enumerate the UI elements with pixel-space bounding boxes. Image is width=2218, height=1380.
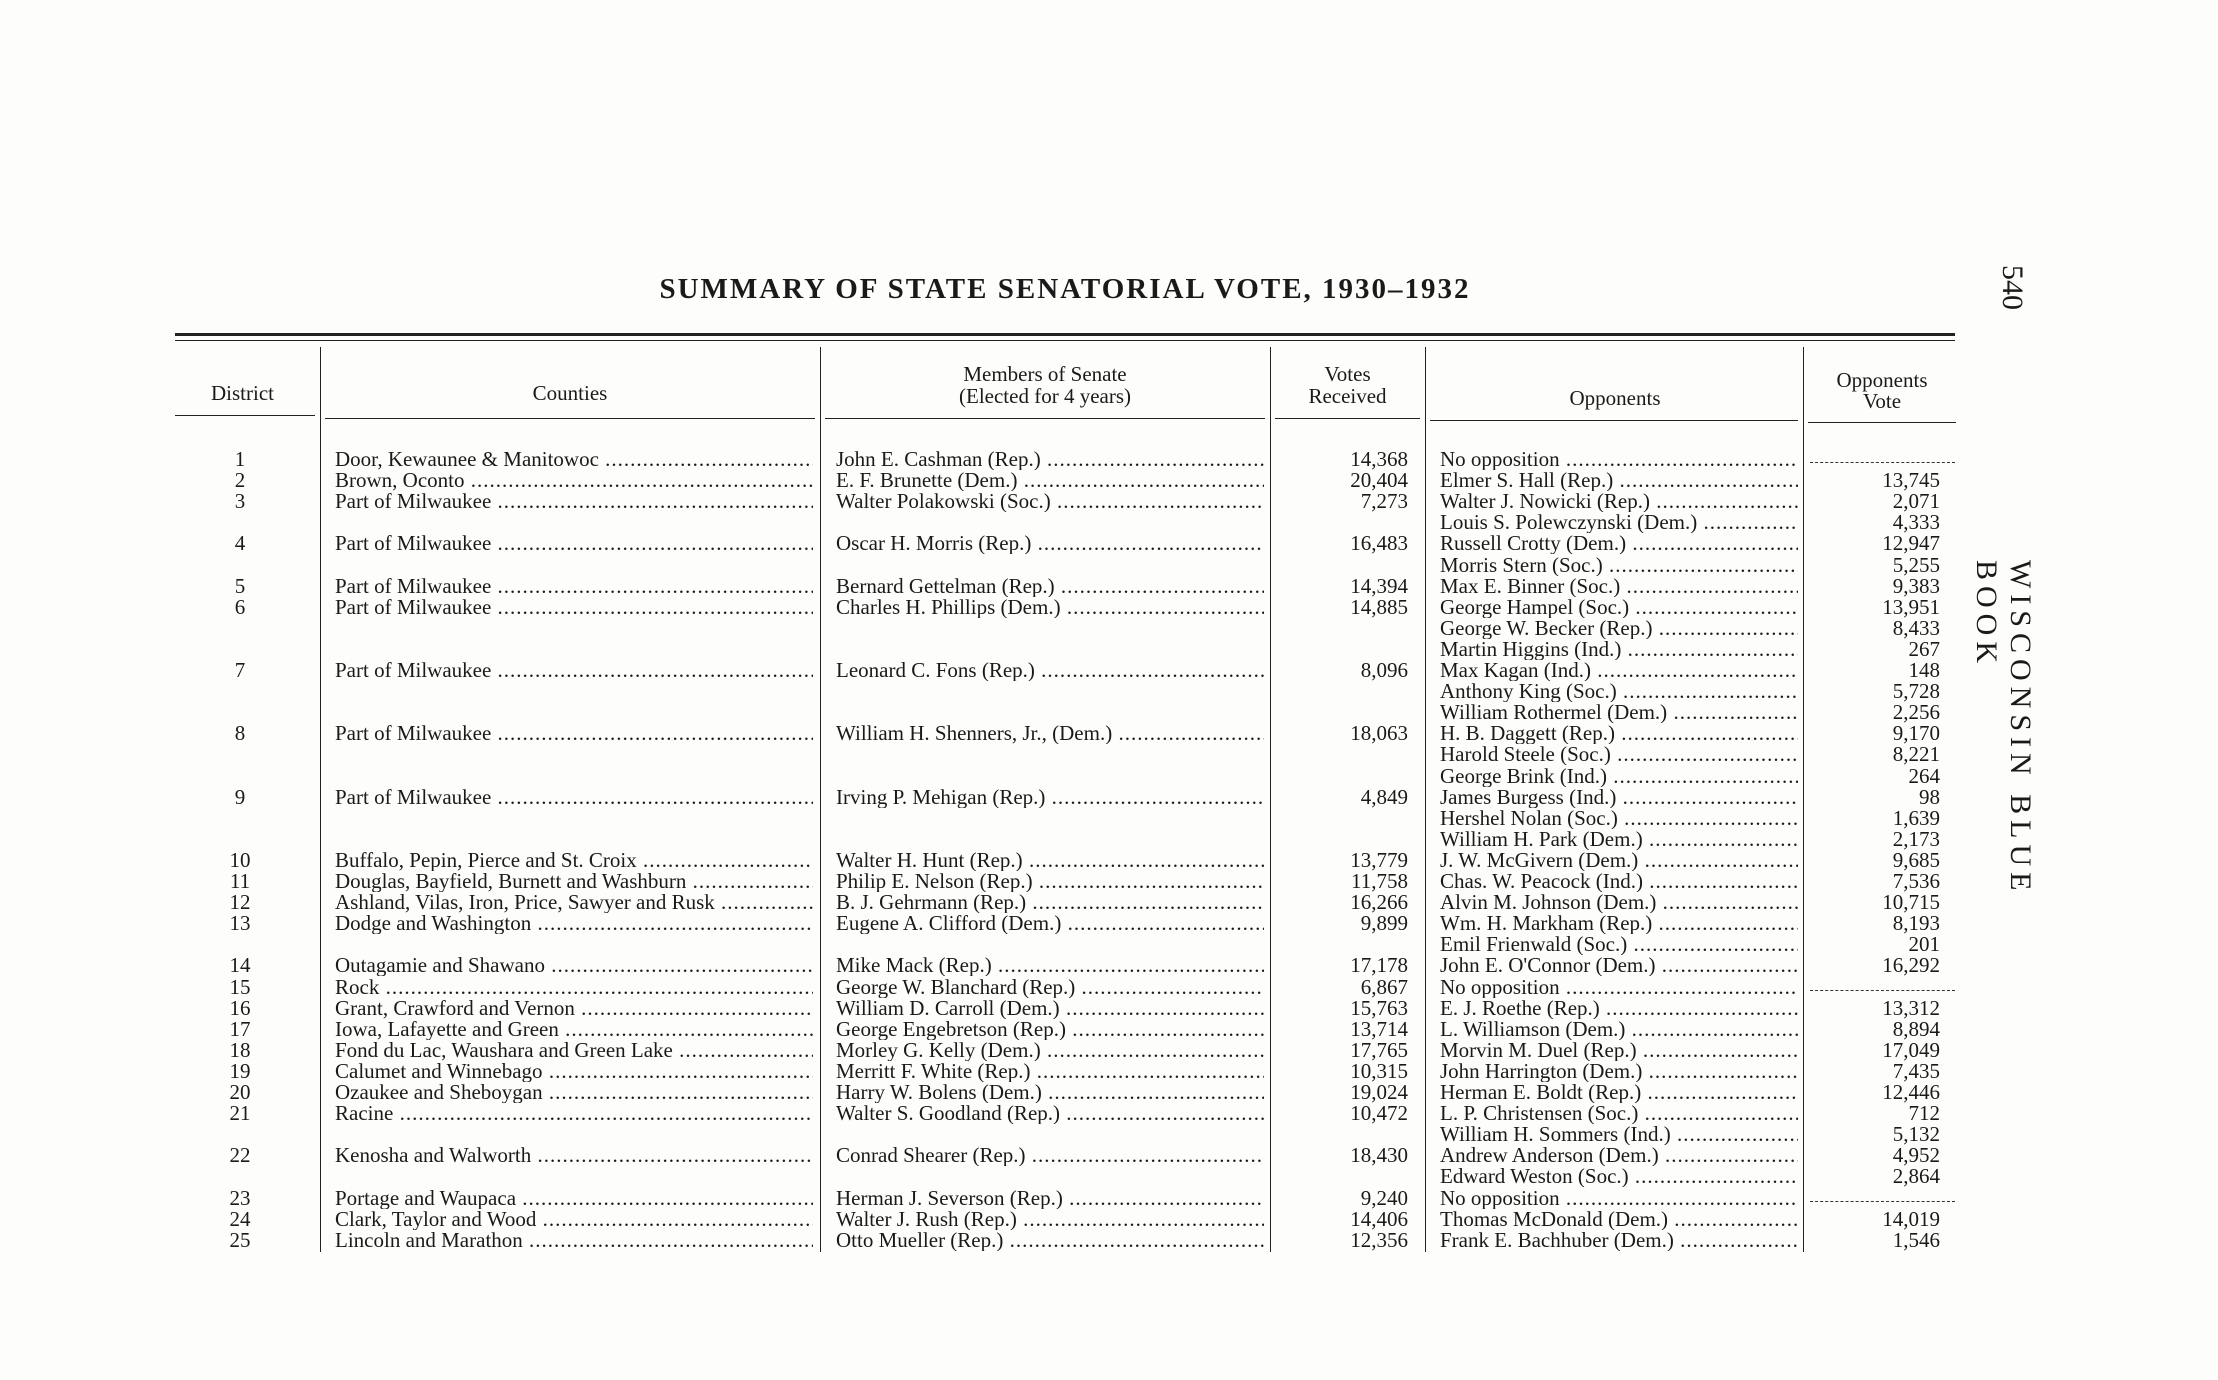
votes-cell: 18,430 — [1350, 1143, 1408, 1168]
county-cell: Brown, Oconto ..... — [335, 470, 813, 491]
table-row — [0, 636, 2218, 661]
district-cell: 4 — [234, 531, 246, 556]
opp-vote-cell: 1,546 — [1892, 1227, 1940, 1252]
county-cell: Dodge and Washington ..... — [335, 913, 813, 934]
opponent-cell: Harold Steele (Soc.) ..... — [1440, 744, 1798, 765]
votes-cell: 13,779 — [1350, 847, 1408, 872]
county-cell: Iowa, Lafayette and Green ..... — [335, 1019, 813, 1040]
district-cell: 3 — [234, 489, 246, 514]
header-votes-1: Votes — [1324, 362, 1371, 386]
opponent-cell: Thomas McDonald (Dem.) ..... — [1440, 1209, 1798, 1230]
opponent-cell: No opposition ..... — [1440, 977, 1798, 998]
table-row — [0, 995, 2218, 1020]
opponent-cell: L. P. Christensen (Soc.) ..... — [1440, 1103, 1798, 1124]
district-cell: 5 — [234, 573, 246, 598]
table-row — [0, 955, 2218, 976]
votes-cell: 9,899 — [1360, 911, 1408, 936]
district-cell: 8 — [234, 721, 246, 746]
county-cell: Lincoln and Marathon ..... — [335, 1230, 813, 1251]
member-cell: Morley G. Kelly (Dem.) ..... — [836, 1040, 1264, 1061]
underline-opp-vote — [1808, 422, 1956, 423]
member-cell: Bernard Gettelman (Rep.) ..... — [836, 576, 1264, 597]
header-members-2: (Elected for 4 years) — [959, 384, 1131, 408]
district-cell: 20 — [229, 1080, 251, 1104]
opponent-cell: L. Williamson (Dem.) ..... — [1440, 1019, 1798, 1040]
member-cell: John E. Cashman (Rep.) ..... — [836, 449, 1264, 470]
header-district: District — [211, 381, 274, 405]
opponent-cell: Max E. Binner (Soc.) ..... — [1440, 576, 1798, 597]
table-row — [0, 702, 2218, 723]
district-cell: 21 — [229, 1101, 251, 1126]
member-cell: Eugene A. Clifford (Dem.) ..... — [836, 913, 1264, 934]
table-row — [0, 1166, 2218, 1187]
table-row — [0, 470, 2218, 491]
opp-vote-cell: 2,864 — [1892, 1164, 1940, 1189]
table-row — [0, 491, 2218, 512]
table-row — [0, 723, 2218, 744]
district-cell: 15 — [229, 974, 251, 999]
underline-opponents — [1430, 420, 1798, 421]
votes-cell: 11,758 — [1351, 869, 1408, 893]
district-cell: 14 — [229, 953, 251, 978]
county-cell: Douglas, Bayfield, Burnett and Washburn ..... — [335, 871, 813, 892]
table-row — [0, 1185, 2218, 1210]
votes-cell: 8,096 — [1360, 658, 1408, 682]
member-cell: Otto Mueller (Rep.) ..... — [836, 1230, 1264, 1251]
opponent-cell: Chas. W. Peacock (Ind.) ..... — [1440, 871, 1798, 892]
opponent-cell: Edward Weston (Soc.) ..... — [1440, 1166, 1798, 1187]
county-cell: Ozaukee and Sheboygan ..... — [335, 1082, 813, 1103]
opp-vote-cell: 13,951 — [1882, 594, 1940, 619]
opponent-cell: John E. O'Connor (Dem.) ..... — [1440, 955, 1798, 976]
member-cell: Merritt F. White (Rep.) ..... — [836, 1061, 1264, 1082]
table-row — [0, 1082, 2218, 1103]
table-row — [0, 533, 2218, 554]
no-opposition-dash — [1810, 462, 1955, 463]
no-opposition-dash — [1810, 990, 1955, 991]
member-cell: Walter Polakowski (Soc.) ..... — [836, 491, 1264, 512]
opp-vote-cell: 201 — [1908, 932, 1940, 957]
table-row — [0, 573, 2218, 598]
member-cell: Philip E. Nelson (Rep.) ..... — [836, 871, 1264, 892]
opp-vote-cell: 5,132 — [1892, 1122, 1940, 1147]
underline-district — [175, 415, 315, 416]
district-cell: 9 — [234, 784, 246, 809]
district-cell: 17 — [229, 1016, 251, 1041]
opponent-cell: William H. Sommers (Ind.) ..... — [1440, 1124, 1798, 1145]
votes-cell: 14,394 — [1350, 573, 1408, 598]
opp-vote-cell: 14,019 — [1882, 1206, 1940, 1231]
opponent-cell: George Brink (Ind.) ..... — [1440, 766, 1798, 787]
district-cell: 18 — [229, 1037, 251, 1062]
votes-cell: 14,406 — [1350, 1206, 1408, 1231]
opponent-cell: No opposition ..... — [1440, 1188, 1798, 1209]
member-cell: Walter H. Hunt (Rep.) ..... — [836, 850, 1264, 871]
table-row — [0, 913, 2218, 934]
votes-cell: 12,356 — [1350, 1227, 1408, 1252]
county-cell: Portage and Waupaca ..... — [335, 1188, 813, 1209]
opponent-cell: Elmer S. Hall (Rep.) ..... — [1440, 470, 1798, 491]
opp-vote-cell: 8,221 — [1892, 742, 1940, 767]
table-row — [0, 594, 2218, 619]
votes-cell: 17,765 — [1350, 1037, 1408, 1062]
county-cell: Part of Milwaukee ..... — [335, 723, 813, 744]
table-row — [0, 1016, 2218, 1041]
opp-vote-cell: 10,715 — [1882, 890, 1940, 915]
opponent-cell: William Rothermel (Dem.) ..... — [1440, 702, 1798, 723]
page-number: 540 — [1996, 265, 2029, 310]
table-row — [0, 847, 2218, 872]
header-opp-vote-1: Opponents — [1836, 368, 1928, 392]
table-row — [0, 1145, 2218, 1166]
member-cell: Mike Mack (Rep.) ..... — [836, 955, 1264, 976]
district-cell: 25 — [229, 1227, 251, 1252]
votes-cell: 18,063 — [1350, 721, 1408, 746]
district-cell: 16 — [229, 995, 251, 1020]
opponent-cell: Max Kagan (Ind.) ..... — [1440, 660, 1798, 681]
opp-vote-cell: 12,947 — [1882, 531, 1940, 556]
opponent-cell: George Hampel (Soc.) ..... — [1440, 597, 1798, 618]
opp-vote-cell: 2,173 — [1892, 826, 1940, 851]
county-cell: Part of Milwaukee ..... — [335, 533, 813, 554]
opp-vote-cell: 2,256 — [1892, 700, 1940, 725]
opp-vote-cell: 2,071 — [1892, 489, 1940, 514]
opponent-cell: Morris Stern (Soc.) ..... — [1440, 555, 1798, 576]
district-cell: 13 — [229, 911, 251, 936]
member-cell: Herman J. Severson (Rep.) ..... — [836, 1188, 1264, 1209]
county-cell: Clark, Taylor and Wood ..... — [335, 1209, 813, 1230]
opp-vote-cell: 17,049 — [1882, 1037, 1940, 1062]
votes-cell: 14,885 — [1350, 594, 1408, 619]
opponent-cell: Hershel Nolan (Soc.) ..... — [1440, 808, 1798, 829]
district-cell: 24 — [229, 1206, 251, 1231]
table-row — [0, 449, 2218, 470]
opponent-cell: William H. Park (Dem.) ..... — [1440, 829, 1798, 850]
opponent-cell: No opposition ..... — [1440, 449, 1798, 470]
table-row — [0, 974, 2218, 999]
opponent-cell: James Burgess (Ind.) ..... — [1440, 787, 1798, 808]
opponent-cell: Martin Higgins (Ind.) ..... — [1440, 639, 1798, 660]
opp-vote-cell: 16,292 — [1882, 953, 1940, 978]
table-row — [0, 763, 2218, 788]
county-cell: Door, Kewaunee & Manitowoc ..... — [335, 449, 813, 470]
county-cell: Buffalo, Pepin, Pierce and St. Croix ..... — [335, 850, 813, 871]
opponent-cell: John Harrington (Dem.) ..... — [1440, 1061, 1798, 1082]
district-cell: 11 — [229, 869, 251, 893]
top-rule-thin — [175, 340, 1955, 341]
opp-vote-cell: 267 — [1908, 636, 1940, 661]
member-cell: Charles H. Phillips (Dem.) ..... — [836, 597, 1264, 618]
member-cell: William D. Carroll (Dem.) ..... — [836, 998, 1264, 1019]
member-cell: Irving P. Mehigan (Rep.) ..... — [836, 787, 1264, 808]
table-row — [0, 805, 2218, 830]
opponent-cell: Frank E. Bachhuber (Dem.) ..... — [1440, 1230, 1798, 1251]
header-opponents: Opponents — [1569, 386, 1661, 410]
member-cell: Walter J. Rush (Rep.) ..... — [836, 1209, 1264, 1230]
page-title: SUMMARY OF STATE SENATORIAL VOTE, 1930–1932 — [659, 273, 1471, 305]
table-row — [0, 1037, 2218, 1062]
county-cell: Part of Milwaukee ..... — [335, 787, 813, 808]
county-cell: Racine ..... — [335, 1103, 813, 1124]
votes-cell: 15,763 — [1350, 995, 1408, 1020]
header-counties: Counties — [532, 381, 608, 405]
votes-cell: 4,849 — [1360, 784, 1408, 809]
opp-vote-cell: 4,333 — [1892, 510, 1940, 535]
opp-vote-cell: 13,745 — [1882, 468, 1940, 493]
votes-cell: 10,472 — [1350, 1101, 1408, 1126]
table-row — [0, 934, 2218, 955]
member-cell: Walter S. Goodland (Rep.) ..... — [836, 1103, 1264, 1124]
opponent-cell: J. W. McGivern (Dem.) ..... — [1440, 850, 1798, 871]
votes-cell: 10,315 — [1350, 1058, 1408, 1083]
county-cell: Kenosha and Walworth ..... — [335, 1145, 813, 1166]
opp-vote-cell: 12,446 — [1882, 1080, 1940, 1104]
table-row — [0, 826, 2218, 851]
table-row — [0, 1103, 2218, 1124]
opponent-cell: Walter J. Nowicki (Rep.) ..... — [1440, 491, 1798, 512]
votes-cell: 14,368 — [1350, 447, 1408, 471]
member-cell: B. J. Gehrmann (Rep.) ..... — [836, 892, 1264, 913]
district-cell: 1 — [234, 447, 246, 471]
table-row — [0, 615, 2218, 640]
county-cell: Part of Milwaukee ..... — [335, 597, 813, 618]
side-caption: WISCONSIN BLUE BOOK — [1970, 560, 2037, 897]
opp-vote-cell: 98 — [1919, 784, 1940, 809]
district-cell: 2 — [234, 468, 246, 493]
opp-vote-cell: 5,255 — [1892, 552, 1940, 577]
opp-vote-cell: 9,383 — [1892, 573, 1940, 598]
table-row — [0, 784, 2218, 809]
votes-cell: 9,240 — [1360, 1185, 1408, 1210]
table-row — [0, 660, 2218, 681]
table-row — [0, 1058, 2218, 1083]
votes-cell: 16,483 — [1350, 531, 1408, 556]
opponent-cell: Wm. H. Markham (Rep.) ..... — [1440, 913, 1798, 934]
table-row — [0, 512, 2218, 533]
member-cell: Harry W. Bolens (Dem.) ..... — [836, 1082, 1264, 1103]
district-cell: 23 — [229, 1185, 251, 1210]
member-cell: William H. Shenners, Jr., (Dem.) ..... — [836, 723, 1264, 744]
member-cell: George Engebretson (Rep.) ..... — [836, 1019, 1264, 1040]
county-cell: Calumet and Winnebago ..... — [335, 1061, 813, 1082]
district-cell: 22 — [229, 1143, 251, 1168]
header-votes-2: Received — [1308, 384, 1387, 408]
member-cell: Leonard C. Fons (Rep.) ..... — [836, 660, 1264, 681]
district-cell: 12 — [229, 890, 251, 915]
votes-cell: 17,178 — [1350, 953, 1408, 978]
county-cell: Rock ..... — [335, 977, 813, 998]
table-row — [0, 871, 2218, 892]
opponent-cell: Emil Frienwald (Soc.) ..... — [1440, 934, 1798, 955]
opponent-cell: H. B. Daggett (Rep.) ..... — [1440, 723, 1798, 744]
opp-vote-cell: 8,193 — [1892, 911, 1940, 936]
underline-members — [825, 418, 1265, 419]
table-row — [0, 1206, 2218, 1231]
opp-vote-cell: 8,894 — [1892, 1016, 1940, 1041]
opp-vote-cell: 8,433 — [1892, 615, 1940, 640]
county-cell: Grant, Crawford and Vernon ..... — [335, 998, 813, 1019]
county-cell: Ashland, Vilas, Iron, Price, Sawyer and Rusk ..... — [335, 892, 813, 913]
opp-vote-cell: 264 — [1908, 763, 1940, 788]
votes-cell: 20,404 — [1350, 468, 1408, 493]
votes-cell: 7,273 — [1360, 489, 1408, 514]
district-cell: 6 — [234, 594, 246, 619]
opp-vote-cell: 4,952 — [1892, 1143, 1940, 1168]
votes-cell: 6,867 — [1360, 974, 1408, 999]
header-opp-vote-2: Vote — [1862, 389, 1902, 413]
header-members-1: Members of Senate — [963, 362, 1127, 386]
opponent-cell: Morvin M. Duel (Rep.) ..... — [1440, 1040, 1798, 1061]
opp-vote-cell: 5,728 — [1892, 679, 1940, 704]
opponent-cell: E. J. Roethe (Rep.) ..... — [1440, 998, 1798, 1019]
opp-vote-cell: 9,685 — [1892, 847, 1940, 872]
table-row — [0, 892, 2218, 913]
county-cell: Part of Milwaukee ..... — [335, 660, 813, 681]
opp-vote-cell: 148 — [1908, 658, 1940, 682]
table-row — [0, 681, 2218, 702]
county-cell: Outagamie and Shawano ..... — [335, 955, 813, 976]
table-row — [0, 1227, 2218, 1252]
opponent-cell: Russell Crotty (Dem.) ..... — [1440, 533, 1798, 554]
opp-vote-cell: 1,639 — [1892, 805, 1940, 830]
opponent-cell: George W. Becker (Rep.) ..... — [1440, 618, 1798, 639]
member-cell: Conrad Shearer (Rep.) ..... — [836, 1145, 1264, 1166]
district-cell: 10 — [229, 847, 251, 872]
underline-counties — [325, 418, 815, 419]
table-row — [0, 1124, 2218, 1145]
district-cell: 7 — [234, 658, 246, 682]
county-cell: Part of Milwaukee ..... — [335, 576, 813, 597]
opp-vote-cell: 13,312 — [1882, 995, 1940, 1020]
opp-vote-cell: 7,435 — [1892, 1058, 1940, 1083]
opponent-cell: Alvin M. Johnson (Dem.) ..... — [1440, 892, 1798, 913]
opponent-cell: Herman E. Boldt (Rep.) ..... — [1440, 1082, 1798, 1103]
county-cell: Part of Milwaukee ..... — [335, 491, 813, 512]
no-opposition-dash — [1810, 1201, 1955, 1202]
member-cell: George W. Blanchard (Rep.) ..... — [836, 977, 1264, 998]
opponent-cell: Anthony King (Soc.) ..... — [1440, 681, 1798, 702]
opponent-cell: Louis S. Polewczynski (Dem.) ..... — [1440, 512, 1798, 533]
county-cell: Fond du Lac, Waushara and Green Lake ..... — [335, 1040, 813, 1061]
district-cell: 19 — [229, 1058, 251, 1083]
opp-vote-cell: 7,536 — [1892, 869, 1940, 893]
table-row — [0, 552, 2218, 577]
underline-votes — [1275, 418, 1420, 419]
opp-vote-cell: 9,170 — [1892, 721, 1940, 746]
top-rule — [175, 333, 1955, 336]
votes-cell: 13,714 — [1350, 1016, 1408, 1041]
member-cell: E. F. Brunette (Dem.) ..... — [836, 470, 1264, 491]
member-cell: Oscar H. Morris (Rep.) ..... — [836, 533, 1264, 554]
votes-cell: 19,024 — [1350, 1080, 1408, 1104]
votes-cell: 16,266 — [1350, 890, 1408, 915]
opponent-cell: Andrew Anderson (Dem.) ..... — [1440, 1145, 1798, 1166]
opp-vote-cell: 712 — [1908, 1101, 1940, 1126]
table-row — [0, 744, 2218, 765]
